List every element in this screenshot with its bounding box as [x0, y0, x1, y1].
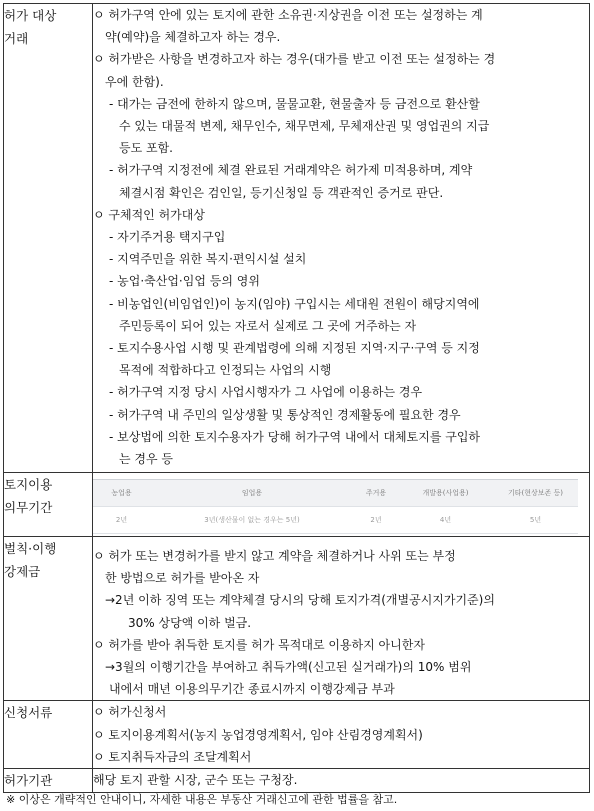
- text-line: - 농업·축산업·임업 등의 영위: [109, 274, 260, 289]
- footnote: ※ 이상은 개략적인 안내이니, 자세한 내용은 부동산 거래신고에 관한 법률을 참고.: [6, 793, 398, 806]
- text-line: 한 방법으로 허가를 받아온 자: [105, 571, 260, 586]
- value-cell: 2년: [93, 507, 150, 534]
- label-line: 벌칙·이행: [4, 541, 57, 556]
- text-line: - 대가는 금전에 한하지 않으며, 물물교환, 현물출자 등 금전으로 환산할: [109, 96, 480, 111]
- value-cell: 2년: [354, 507, 398, 534]
- text-line: - 허가구역 내 주민의 일상생활 및 통상적인 경제활동에 필요한 경우: [109, 407, 461, 422]
- text-line: 우에 한함).: [105, 74, 164, 89]
- text-line: 는 경우 등: [119, 452, 173, 467]
- text-line: 체결시점 확인은 검인일, 등기신청일 등 객관적인 증거로 판단.: [119, 185, 444, 200]
- header-cell: 개발용(사업용): [398, 480, 493, 507]
- penalty-content: [93, 537, 590, 701]
- text-line: - 자기주거용 택지구입: [109, 230, 226, 245]
- text-line: 해당 토지 관할 시장, 군수 또는 구청장.: [93, 773, 298, 788]
- text-line: →3월의 이행기간을 부여하고 취득가액(신고된 실거래가)의 10% 범위: [105, 660, 472, 675]
- label-line: 허가기관: [4, 773, 53, 789]
- header-cell: 임업용: [150, 480, 354, 507]
- header-cell: 농업용: [93, 480, 150, 507]
- row-authority: [4, 769, 590, 793]
- row-label-penalty: [4, 537, 93, 701]
- row-label-documents: [4, 701, 93, 769]
- row-label-authority: [4, 769, 93, 793]
- label-line: 토지이용: [4, 477, 53, 492]
- value-cell: 4년: [398, 507, 493, 534]
- text-line: - 비농업인(비임업인)이 농지(임야) 구입시는 세대원 전원이 해당지역에: [109, 296, 480, 311]
- text-line: ㅇ 토지이용계획서(농지 농업경영계획서, 임야 산림경영계획서): [93, 727, 423, 742]
- text-line: - 허가구역 지정전에 체결 완료된 거래계약은 허가제 미적용하며, 계약: [109, 163, 473, 178]
- usage-value-row: [93, 507, 578, 534]
- authority-content: [93, 769, 590, 793]
- text-line: - 보상법에 의한 토지수용자가 당해 허가구역 내에서 대체토지를 구입하: [109, 429, 481, 444]
- text-line: - 토지수용사업 시행 및 관계법령에 의해 지정된 지역·지구·구역 등 지정: [109, 341, 480, 356]
- text-line: 약(예약)을 체결하고자 하는 경우.: [105, 30, 281, 45]
- header-cell: 기타(현상보존 등): [493, 480, 578, 507]
- text-line: ㅇ 허가 또는 변경허가를 받지 않고 계약을 체결하거나 사위 또는 부정: [93, 549, 456, 563]
- text-line: ㅇ 허가신청서: [93, 705, 167, 720]
- usage-duty-content: [93, 473, 590, 537]
- row-penalty: [4, 537, 590, 701]
- value-cell: 3년(생산물이 없는 경우는 5년): [150, 507, 354, 534]
- usage-header-row: [93, 480, 578, 507]
- label-line: 거래: [4, 31, 29, 46]
- row-label-permit-target: [4, 4, 93, 473]
- text-line: 주민등록이 되어 있는 자로서 실제로 그 곳에 거주하는 자: [119, 318, 417, 333]
- permit-target-content: [93, 4, 590, 473]
- text-line: 등도 포함.: [119, 141, 173, 156]
- text-line: ㅇ 구체적인 허가대상: [93, 207, 205, 222]
- row-label-usage-duty: [4, 473, 93, 537]
- text-line: 수 있는 대물적 변제, 채무인수, 채무면제, 무체재산권 및 영업권의 지급: [119, 119, 490, 134]
- label-line: 신청서류: [4, 705, 53, 721]
- row-documents: [4, 701, 590, 769]
- text-line: - 허가구역 지정 당시 사업시행자가 그 사업에 이용하는 경우: [109, 385, 423, 400]
- documents-content: [93, 701, 590, 769]
- label-line: 의무기간: [4, 500, 53, 515]
- usage-period-table: [93, 479, 578, 534]
- text-line: 내에서 매년 이용의무기간 종료시까지 이행강제금 부과: [109, 682, 395, 697]
- text-line: ㅇ 토지취득자금의 조달계획서: [93, 749, 252, 764]
- text-line: →2년 이하 징역 또는 계약체결 당시의 당해 토지가격(개별공시지가기준)의: [105, 593, 495, 608]
- text-line: - 지역주민을 위한 복지·편익시설 설치: [109, 252, 307, 267]
- row-usage-duty: [4, 473, 590, 537]
- text-line: ㅇ 허가구역 안에 있는 토지에 관한 소유권·지상권을 이전 또는 설정하는 계: [93, 8, 483, 22]
- text-line: ㅇ 허가를 받아 취득한 토지를 허가 목적대로 이용하지 아니한자: [93, 637, 425, 652]
- text-line: 30% 상당액 이하 벌금.: [128, 615, 252, 630]
- text-line: ㅇ 허가받은 사항을 변경하고자 하는 경우(대가를 받고 이전 또는 설정하는 경: [93, 52, 496, 67]
- label-line: 강제금: [4, 564, 41, 579]
- label-line: 허가 대상: [4, 8, 57, 23]
- header-cell: 주거용: [354, 480, 398, 507]
- text-line: 목적에 적합하다고 인정되는 사업의 시행: [119, 363, 332, 378]
- row-permit-target: [4, 4, 590, 473]
- value-cell: 5년: [493, 507, 578, 534]
- land-permit-table: [3, 3, 590, 793]
